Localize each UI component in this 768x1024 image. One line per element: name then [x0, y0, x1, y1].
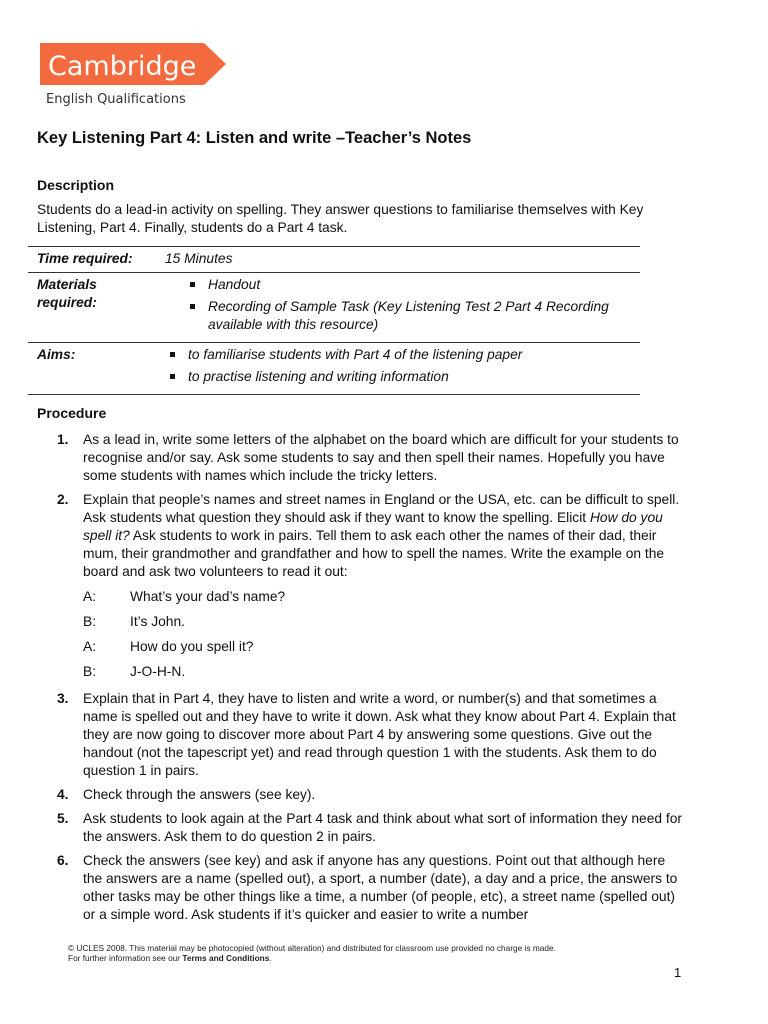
- dialogue-line: [83, 634, 687, 659]
- speaker: B:: [83, 664, 97, 679]
- dialogue-line: [83, 659, 687, 684]
- step-text: Ask students to work in pairs. Tell them to ask each other the names of their dad, their mum, their grandmother and grandfather and how to spell the names. Write the example on the board and ask two volunteers to read it out:: [83, 528, 665, 579]
- footer: [68, 943, 556, 963]
- page-title: Key Listening Part 4: Listen and write –Teacher’s Notes: [37, 129, 472, 147]
- aims-item: to familiarise students with Part 4 of the listening paper: [165, 346, 640, 364]
- materials-label: Materials required:: [37, 277, 97, 310]
- footer-more: For further information see our: [68, 953, 183, 963]
- time-label: Time required:: [37, 251, 133, 266]
- aims-label: Aims:: [37, 347, 76, 362]
- logo-banner-icon: [40, 43, 226, 85]
- dialogue-line: [83, 609, 687, 634]
- step-text-emphasis: How do you spell it?: [83, 510, 663, 543]
- aims-row: [28, 343, 640, 394]
- line: How do you spell it?: [130, 639, 254, 654]
- procedure-step: [37, 852, 687, 924]
- time-row: [28, 247, 640, 273]
- step-text: Explain that people’s names and street names in England or the USA, etc. can be difficult to spell. Ask students what question they should ask if they want to know the spelling. Elicit: [83, 492, 680, 525]
- line: It’s John.: [130, 614, 185, 629]
- line: J-O-H-N.: [130, 664, 186, 679]
- aims-item: to practise listening and writing information: [165, 368, 640, 386]
- info-table: [28, 246, 640, 395]
- cambridge-logo: [40, 43, 226, 85]
- step-number: 2.: [57, 492, 69, 507]
- terms-link[interactable]: Terms and Conditions: [182, 953, 270, 963]
- step-number: 1.: [57, 432, 69, 447]
- description-heading: Description: [37, 177, 115, 193]
- step-text: Explain that in Part 4, they have to listen and write a word, or number(s) and that sometimes a name is spelled out and they have to write it down. Ask what they know about Part 4. Explain that they are now going to discover more about Part 4 by answering some questions. Give out the handout (not the tapescript yet) and read through question 1 with the students. Ask them to do question 1 in pairs.: [83, 691, 676, 778]
- step-text: Check the answers (see key) and ask if anyone has any questions. Point out that although here the answers are a name (spelled out), a sport, a number (date), a day and a price, the answers to other tasks may be other things like a time, a number (of people, etc), a street name (spelled out) or a simple word. Ask students if it’s quicker and easier to write a number: [83, 853, 678, 922]
- materials-row: [28, 273, 640, 343]
- step-text: Ask students to look again at the Part 4 task and think about what sort of information they need for the answers. Ask them to do question 2 in pairs.: [83, 811, 682, 844]
- step-number: 5.: [57, 811, 69, 826]
- dialogue-line: [83, 584, 687, 609]
- speaker: B:: [83, 614, 97, 629]
- step-number: 4.: [57, 787, 69, 802]
- procedure-step: [37, 810, 687, 846]
- step-number: 6.: [57, 853, 69, 868]
- step-text: Check through the answers (see key).: [83, 787, 316, 802]
- speaker: A:: [83, 589, 97, 604]
- speaker: A:: [83, 639, 97, 654]
- logo-subtitle: English Qualifications: [46, 92, 186, 107]
- step-number: 3.: [57, 691, 69, 706]
- procedure-heading: Procedure: [37, 405, 107, 421]
- procedure-step: [37, 690, 687, 780]
- step-text: As a lead in, write some letters of the alphabet on the board which are difficult for your students to recognise and/or say. Ask some students to say and then spell their names. Hopefully you have some students with names which include the tricky letters.: [83, 432, 679, 483]
- svg-text:Cambridge: Cambridge: [48, 51, 197, 82]
- dialogue: [83, 584, 687, 684]
- procedure-step: [37, 431, 687, 485]
- footer-end: .: [269, 953, 272, 963]
- line: What’s your dad’s name?: [130, 589, 286, 604]
- materials-item: Recording of Sample Task (Key Listening Test 2 Part 4 Recording available with this resource): [185, 298, 640, 334]
- time-value: 15 Minutes: [165, 251, 233, 266]
- description-text: Students do a lead-in activity on spelling. They answer questions to familiarise themselves with Key Listening, Part 4. Finally, students do a Part 4 task.: [37, 202, 644, 235]
- procedure-list: [37, 431, 687, 930]
- page-number: 1: [674, 965, 682, 980]
- materials-item: Handout: [185, 276, 640, 294]
- copyright: © UCLES 2008. This material may be photocopied (without alteration) and distributed for classroom use provided no charge is made.: [68, 943, 556, 953]
- procedure-step: [37, 491, 687, 684]
- procedure-step: [37, 786, 687, 804]
